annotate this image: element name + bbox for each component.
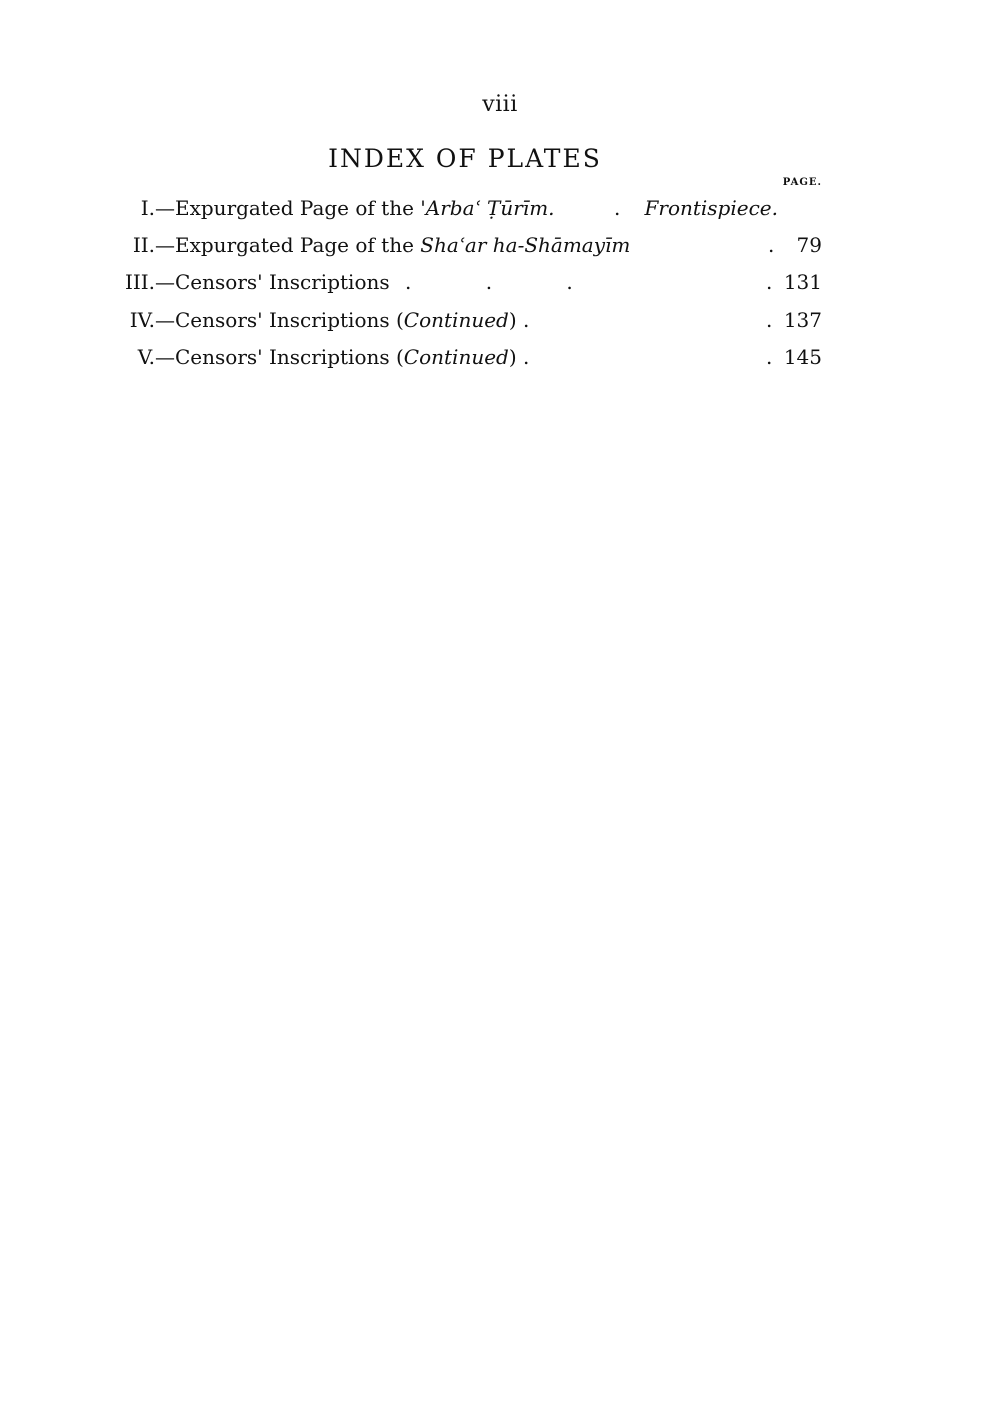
plate-row-2 (0, 230, 1000, 260)
plate-title: —Expurgated Page of the 'Arbaʿ Ṭūrīm. (155, 196, 555, 220)
plate-numeral: V. (137, 345, 155, 369)
dot-leader: . (766, 345, 791, 369)
plate-title: —Censors' Inscriptions (Continued) . (155, 345, 530, 369)
plate-numeral: IV. (129, 308, 155, 332)
plate-page-number: 137 (783, 308, 822, 332)
plate-title: —Censors' Inscriptions (155, 270, 390, 294)
plate-numeral: III. (124, 270, 155, 294)
plate-page-number: 131 (783, 270, 822, 294)
plate-row-3 (0, 267, 1000, 297)
plate-title: —Censors' Inscriptions (Continued) . (155, 308, 530, 332)
dot-leader-right: . (766, 270, 791, 294)
plate-numeral: II. (132, 233, 155, 257)
plate-page-reference: Frontispiece. (644, 196, 778, 220)
page-number: viii (482, 92, 518, 117)
dot-leader: . (614, 196, 639, 220)
plate-row-4 (0, 305, 1000, 335)
dot-leader: . (768, 233, 793, 257)
plate-row-5 (0, 342, 1000, 372)
plate-title: —Expurgated Page of the Shaʿar ha-Shāmayīm (155, 233, 631, 257)
plate-page-number: 79 (796, 233, 822, 257)
dot-leader: . . . (405, 270, 607, 294)
dot-leader: . (766, 308, 791, 332)
page-title: INDEX OF PLATES (328, 144, 602, 173)
page-column-heading: PAGE. (782, 177, 822, 188)
plate-numeral: I. (140, 196, 155, 220)
plate-page-number: 145 (783, 345, 822, 369)
plate-row-1 (0, 193, 1000, 223)
